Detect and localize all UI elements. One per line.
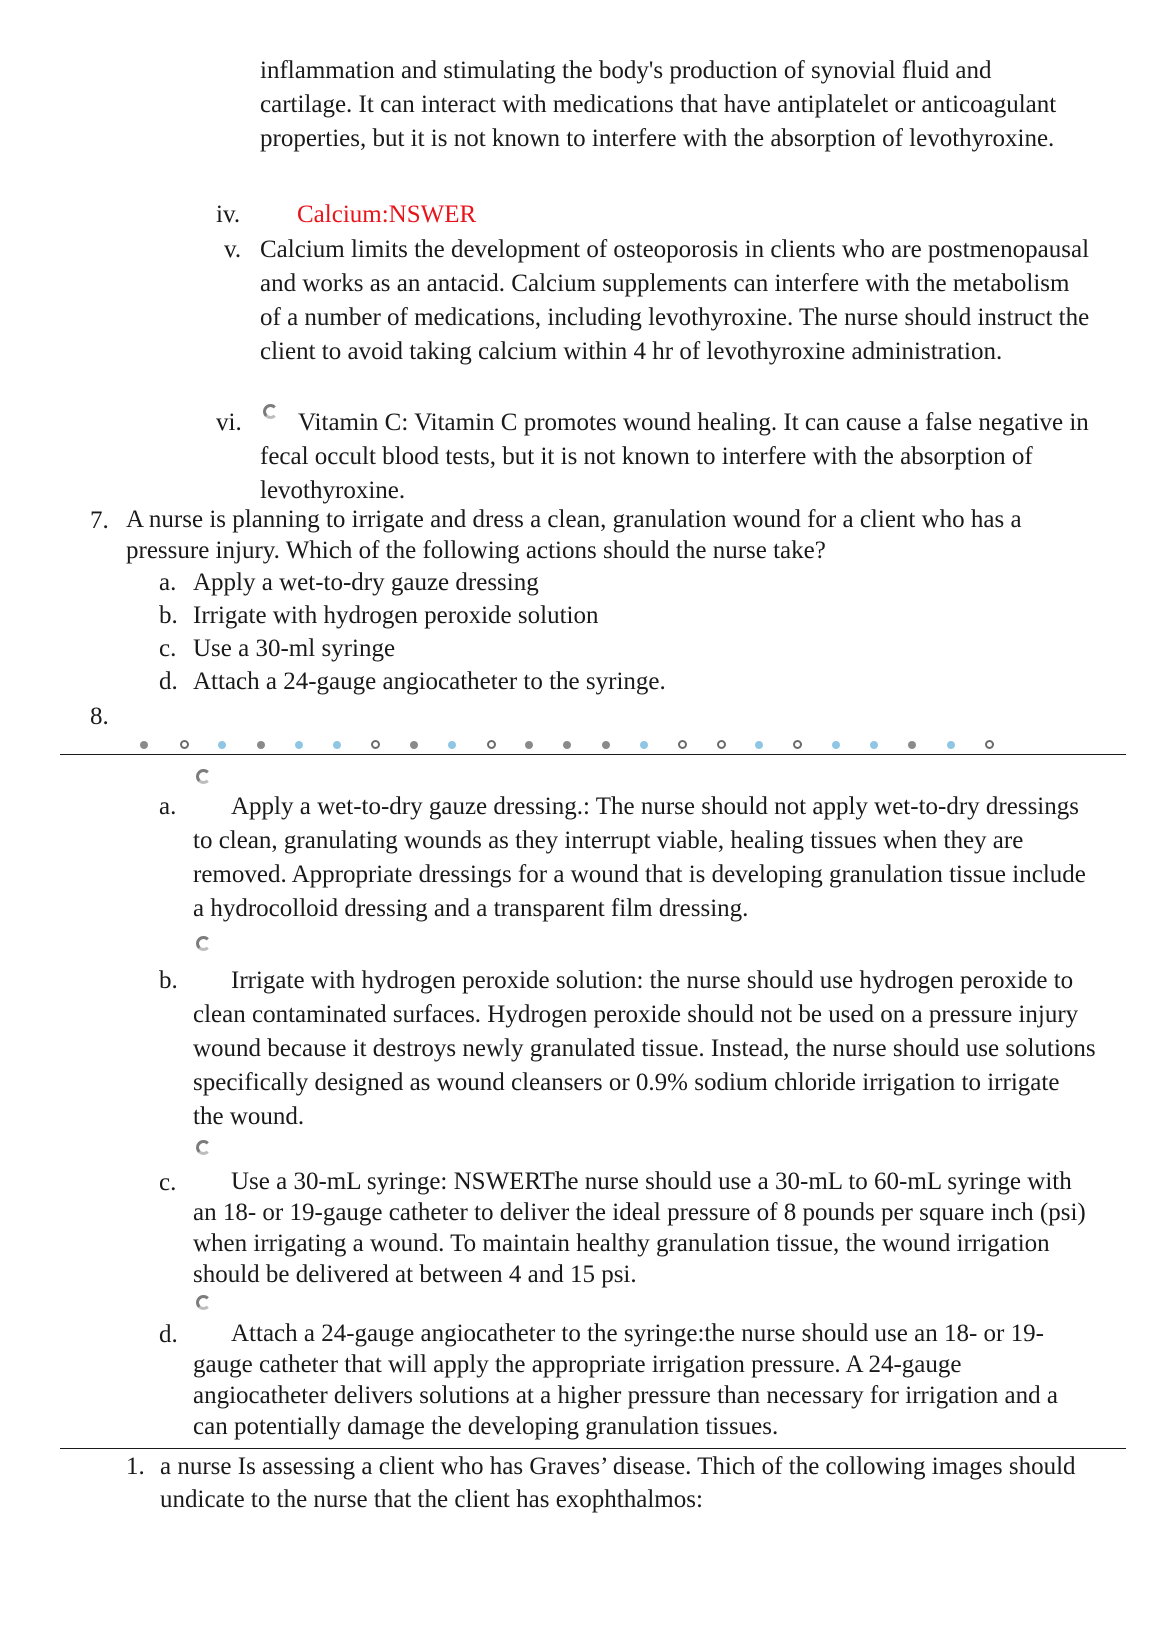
dot bbox=[640, 741, 648, 749]
rationale-a: Apply a wet-to-dry gauze dressing.: The nurse should not apply wet-to-dry dressings to clean, granulating wounds as they interrupt viable, healing tissues when they are removed. Appropriate dressings for a wound that is developing granulation tissue include a hydrocolloid dressing and a transparent film dressing. bbox=[193, 793, 1086, 922]
dot bbox=[717, 740, 726, 749]
dot bbox=[410, 741, 418, 749]
option-d[interactable]: Attach a 24-gauge angiocatheter to the syringe. bbox=[193, 668, 666, 695]
dot bbox=[870, 741, 878, 749]
answer-calcium: Calcium:NSWER bbox=[297, 201, 477, 228]
list-marker-v: v. bbox=[224, 236, 242, 263]
dot bbox=[333, 741, 341, 749]
rationale-b: Irrigate with hydrogen peroxide solution: the nurse should use hydrogen peroxide to clean contaminated surfaces. Hydrogen peroxide should not be used on a pressure injury wound because it destroys newly granulated tissue. Instead, the nurse should use solutions specifically designed as wound cleansers or 0.9% sodium chloride irrigation to irrigate the wound. bbox=[193, 967, 1096, 1130]
rationale-marker-b: b. bbox=[159, 967, 178, 994]
dot bbox=[525, 741, 533, 749]
dot bbox=[218, 741, 226, 749]
item-number-8: 8. bbox=[90, 703, 109, 730]
dot bbox=[985, 740, 994, 749]
loading-spinner-icon bbox=[196, 1140, 211, 1155]
vitamin-c-rationale: Vitamin C: Vitamin C promotes wound healing. It can cause a false negative in fecal occult blood tests, but it is not known to interfere with the absorption of levothyroxine. bbox=[260, 409, 1089, 504]
dot bbox=[947, 741, 955, 749]
option-marker-c: c. bbox=[159, 635, 177, 662]
dot bbox=[371, 740, 380, 749]
rationale-marker-d: d. bbox=[159, 1321, 178, 1348]
option-c[interactable]: Use a 30-ml syringe bbox=[193, 635, 396, 662]
list-marker-vi: vi. bbox=[216, 409, 242, 436]
dot bbox=[563, 741, 571, 749]
question-number-1: 1. bbox=[126, 1453, 145, 1480]
progress-dots bbox=[140, 738, 1040, 752]
dot bbox=[908, 741, 916, 749]
option-marker-b: b. bbox=[159, 602, 178, 629]
option-a[interactable]: Apply a wet-to-dry gauze dressing bbox=[193, 569, 539, 596]
dot bbox=[832, 741, 840, 749]
dot bbox=[487, 740, 496, 749]
dot bbox=[257, 741, 265, 749]
option-b[interactable]: Irrigate with hydrogen peroxide solution bbox=[193, 602, 599, 629]
dot bbox=[180, 740, 189, 749]
continuation-paragraph: inflammation and stimulating the body's production of synovial fluid and cartilage. It can interact with medications that have antiplatelet or anticoagulant properties, but it is not known to interfere with the absorption of levothyroxine. bbox=[260, 57, 1057, 152]
dot bbox=[295, 741, 303, 749]
question-number-7: 7. bbox=[90, 507, 109, 534]
question-7-stem: A nurse is planning to irrigate and dress a clean, granulation wound for a client who has a pressure injury. Which of the following actions should the nurse take? bbox=[126, 506, 1022, 564]
dot bbox=[448, 741, 456, 749]
loading-spinner-icon bbox=[196, 769, 211, 784]
list-marker-iv: iv. bbox=[216, 201, 241, 228]
dot bbox=[793, 740, 802, 749]
loading-spinner-icon bbox=[196, 1295, 211, 1310]
option-marker-d: d. bbox=[159, 668, 178, 695]
dot bbox=[755, 741, 763, 749]
divider bbox=[60, 754, 1126, 755]
divider bbox=[60, 1448, 1126, 1449]
dot bbox=[602, 741, 610, 749]
dot bbox=[678, 740, 687, 749]
question-1-stem: a nurse Is assessing a client who has Graves’ disease. Thich of the collowing images should undicate to the nurse that the client has exophthalmos: bbox=[160, 1453, 1076, 1513]
rationale-c: Use a 30-mL syringe: NSWERThe nurse should use a 30-mL to 60-mL syringe with an 18- or 19-gauge catheter to deliver the ideal pressure of 8 pounds per square inch (psi) when irrigating a wound. To maintain healthy granulation tissue, the wound irrigation should be delivered at between 4 and 15 psi. bbox=[193, 1168, 1086, 1288]
rationale-marker-a: a. bbox=[159, 793, 177, 820]
rationale-d: Attach a 24-gauge angiocatheter to the syringe:the nurse should use an 18- or 19-gauge catheter that will apply the appropriate irrigation pressure. A 24-gauge angiocatheter delivers solutions at a higher pressure than necessary for irrigation and a can potentially damage the developing granulation tissues. bbox=[193, 1320, 1058, 1440]
loading-spinner-icon bbox=[196, 936, 211, 951]
rationale-marker-c: c. bbox=[159, 1169, 177, 1196]
dot bbox=[140, 741, 148, 749]
option-marker-a: a. bbox=[159, 569, 177, 596]
calcium-rationale: Calcium limits the development of osteoporosis in clients who are postmenopausal and works as an antacid. Calcium supplements can interfere with the metabolism of a number of medications, including levothyroxine. The nurse should instruct the client to avoid taking calcium within 4 hr of levothyroxine administration. bbox=[260, 236, 1090, 365]
